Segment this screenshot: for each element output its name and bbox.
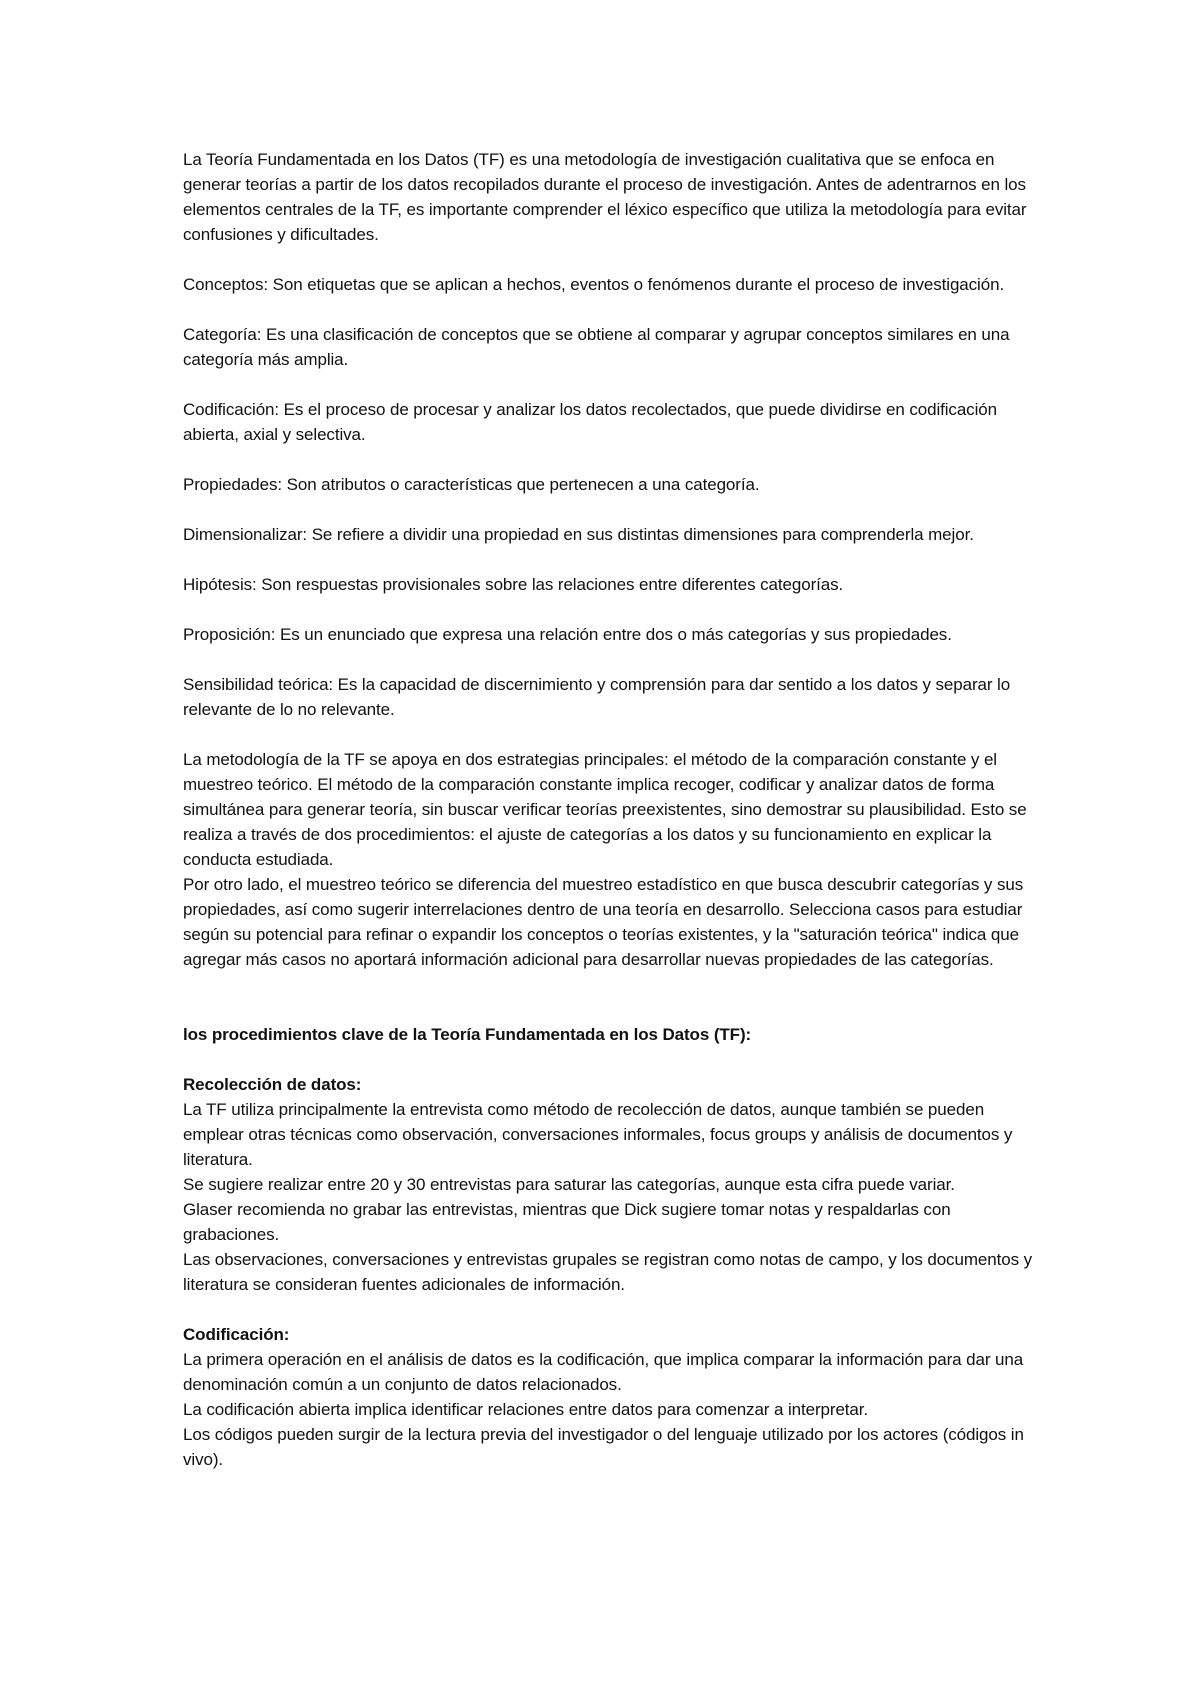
definition-term: Hipótesis: [183,575,257,594]
definition-text: Es el proceso de procesar y analizar los datos recolectados, que puede dividirse en codificación abierta, axial y selectiva. [183,400,997,444]
definition-term: Categoría: [183,325,262,344]
definition-term: Dimensionalizar: [183,525,308,544]
methodology-paragraph-2: Por otro lado, el muestreo teórico se diferencia del muestreo estadístico en que busca descubrir categorías y sus propiedades, así como sugerir interrelaciones dentro de una teoría en desarrollo. Selecciona casos para estudiar según su potencial para refinar o expandir los conceptos o teorías existentes, y la "saturación teórica" indica que agregar más casos no aportará información adicional para desarrollar nuevas propiedades de las categorías. [183,875,1024,969]
intro-paragraph: La Teoría Fundamentada en los Datos (TF) es una metodología de investigación cualitativa que se enfoca en generar teorías a partir de los datos recopilados durante el proceso de investigación. Antes de adentrarnos en los elementos centrales de la TF, es importante comprender el léxico específico que utiliza la metodología para evitar confusiones y dificultades. [183,150,1027,244]
definition-term: Codificación: [183,400,280,419]
definition-text: Son etiquetas que se aplican a hechos, eventos o fenómenos durante el proceso de investigación. [272,275,1005,294]
definition-term: Sensibilidad teórica: [183,675,334,694]
definition-dimensionalizar [183,522,1038,547]
recoleccion-line: Las observaciones, conversaciones y entrevistas grupales se registran como notas de campo, y los documentos y literatura se consideran fuentes adicionales de información. [183,1250,1032,1294]
document-body [183,147,1038,1472]
codificacion-line: La codificación abierta implica identificar relaciones entre datos para comenzar a interpretar. [183,1400,869,1419]
recoleccion-heading: Recolección de datos: [183,1075,362,1094]
recoleccion-line: Glaser recomienda no grabar las entrevistas, mientras que Dick sugiere tomar notas y respaldarlas con grabaciones. [183,1200,951,1244]
definition-text: Es la capacidad de discernimiento y comprensión para dar sentido a los datos y separar lo relevante de lo no relevante. [183,675,1011,719]
definition-proposicion [183,622,1038,647]
definition-term: Propiedades: [183,475,282,494]
definition-categoria [183,322,1038,372]
definition-hipotesis [183,572,1038,597]
codificacion-heading: Codificación: [183,1325,290,1344]
definition-term: Conceptos: [183,275,268,294]
definition-conceptos [183,272,1038,297]
methodology-paragraph-1: La metodología de la TF se apoya en dos estrategias principales: el método de la comparación constante y el muestreo teórico. El método de la comparación constante implica recoger, codificar y analizar datos de forma simultánea para generar teoría, sin buscar verificar teorías preexistentes, sino demostrar su plausibilidad. Esto se realiza a través de dos procedimientos: el ajuste de categorías a los datos y su funcionamiento en explicar la conducta estudiada. [183,750,1027,869]
codificacion-line: La primera operación en el análisis de datos es la codificación, que implica comparar la información para dar una denominación común a un conjunto de datos relacionados. [183,1350,1024,1394]
recoleccion-line: La TF utiliza principalmente la entrevista como método de recolección de datos, aunque también se pueden emplear otras técnicas como observación, conversaciones informales, focus groups y análisis de documentos y literatura. [183,1100,1013,1169]
definition-term: Proposición: [183,625,276,644]
definition-sensibilidad-teorica [183,672,1038,722]
definition-text: Son respuestas provisionales sobre las relaciones entre diferentes categorías. [261,575,844,594]
definition-codificacion [183,397,1038,447]
definition-propiedades [183,472,1038,497]
definition-text: Es una clasificación de conceptos que se obtiene al comparar y agrupar conceptos similares en una categoría más amplia. [183,325,1010,369]
procedures-heading: los procedimientos clave de la Teoría Fundamentada en los Datos (TF): [183,1025,752,1044]
definition-text: Es un enunciado que expresa una relación entre dos o más categorías y sus propiedades. [279,625,952,644]
definition-text: Son atributos o características que pertenecen a una categoría. [286,475,760,494]
codificacion-line: Los códigos pueden surgir de la lectura previa del investigador o del lenguaje utilizado por los actores (códigos in vivo). [183,1425,1024,1469]
recoleccion-line: Se sugiere realizar entre 20 y 30 entrevistas para saturar las categorías, aunque esta cifra puede variar. [183,1175,955,1194]
definition-text: Se refiere a dividir una propiedad en sus distintas dimensiones para comprenderla mejor. [311,525,974,544]
